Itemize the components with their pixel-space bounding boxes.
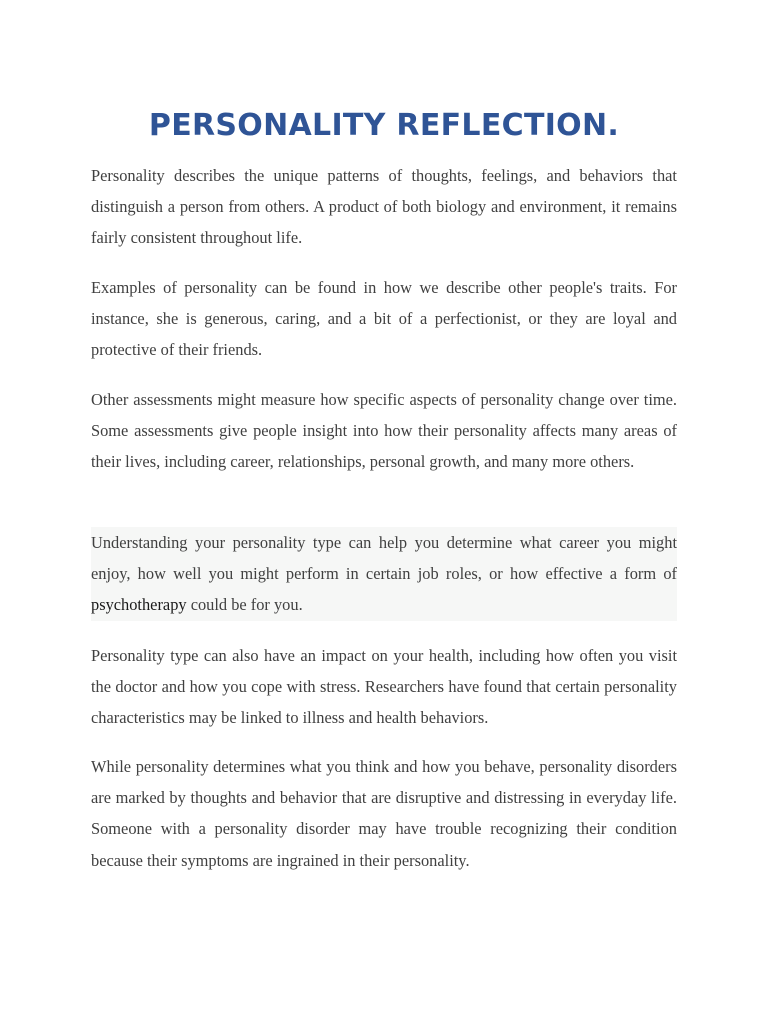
paragraph-career-text-end: could be for you. <box>186 595 303 615</box>
paragraph-definition: Personality describes the unique patterns of thoughts, feelings, and behaviors that distinguish a person from others. A product of both biology and environment, it remains fairly consistent throughout life. <box>91 166 677 248</box>
paragraph-career-highlighted <box>91 527 677 621</box>
paragraph-examples: Examples of personality can be found in how we describe other people's traits. For instance, she is generous, caring, and a bit of a perfectionist, or they are loyal and protective of their friends. <box>91 278 677 360</box>
paragraph-health: Personality type can also have an impact on your health, including how often you visit the doctor and how you cope with stress. Researchers have found that certain personality characteristics may be linked to illness and health behaviors. <box>91 646 677 728</box>
paragraph-assessments: Other assessments might measure how specific aspects of personality change over time. Some assessments give people insight into how their personality affects many areas of their lives, including career, relationships, personal growth, and many more others. <box>91 390 677 472</box>
psychotherapy-link[interactable]: psychotherapy <box>91 595 187 615</box>
paragraph-career-text-start: Understanding your personality type can help you determine what career you might enjoy, how well you might perform in certain job roles, or how effective a form of <box>91 533 677 584</box>
paragraph-disorders: While personality determines what you think and how you behave, personality disorders are marked by thoughts and behavior that are disruptive and distressing in everyday life. Someone with a personality disorder may have trouble recognizing their condition because their symptoms are ingrained in their personality. <box>91 757 677 870</box>
page-title: PERSONALITY REFLECTION. <box>148 108 620 143</box>
